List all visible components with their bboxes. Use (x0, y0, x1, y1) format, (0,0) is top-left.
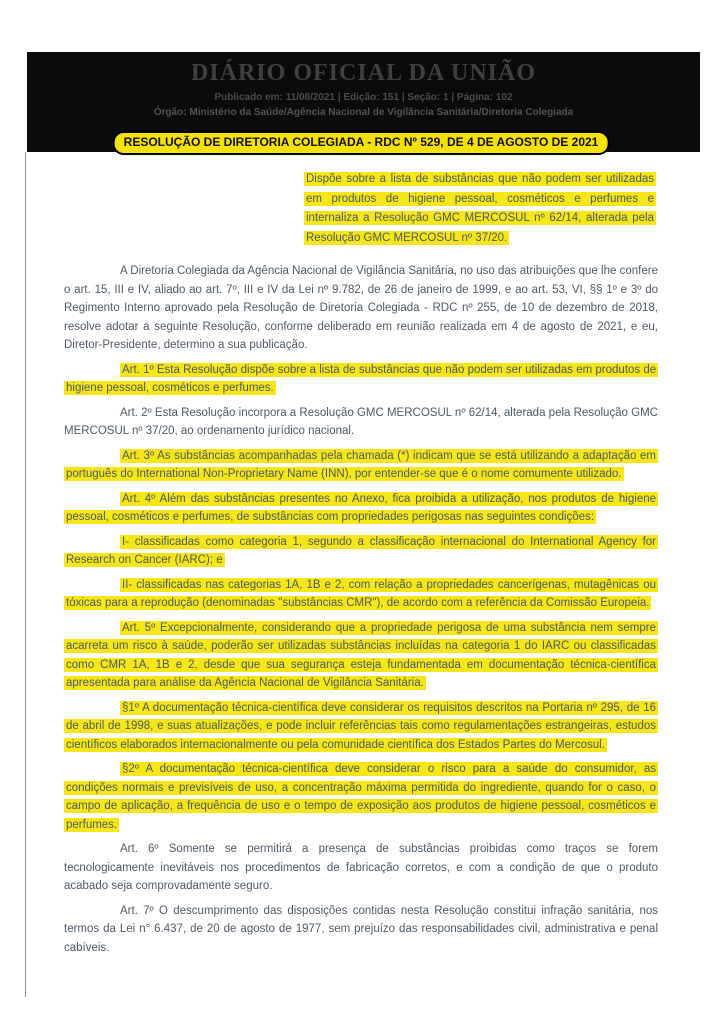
paragraph-text: Art. 7º O descumprimento das disposições contidas nesta Resolução constitui infração sanitária, nos termos da Lei n° 6.437, de 20 de agosto de 1977, sem prejuízo das responsabilidades civil, administrativa e penal cabíveis. (64, 904, 658, 954)
paragraph (64, 619, 658, 693)
paragraph (64, 533, 658, 570)
paragraph-text: A Diretoria Colegiada da Agência Nacional de Vigilância Sanitária, no uso das atribuições que lhe confere o art. 15, III e IV, aliado ao art. 7º, III e IV da Lei nº 9.782, de 26 de janeiro de 1999, e ao art. 53, VI, §§ 1º e 3º do Regimento Interno aprovado pela Resolução de Diretoria Colegiada - RDC nº 255, de 10 de dezembro de 2018, resolve adotar a seguinte Resolução, conforme deliberado em reunião realizada em 4 de agosto de 2021, e eu, Diretor-Presidente, determino a sua publicação. (64, 265, 658, 351)
document-body (64, 262, 658, 957)
document-content (25, 152, 658, 997)
paragraph (64, 840, 658, 896)
paragraph (64, 404, 658, 441)
paragraph-text: I- classificadas como categoria 1, segundo a classificação internacional do International Agency for Research on Cancer (IARC); e (66, 535, 656, 566)
resolution-summary-text: Dispõe sobre a lista de substâncias que não podem ser utilizadas em produtos de higiene pessoal, cosméticos e perfumes e internaliza a Resolução GMC MERCOSUL nº 62/14, alterada pela Resolução GMC MERCOSUL nº 37/20. (306, 173, 654, 244)
paragraph-text: Art. 5º Excepcionalmente, considerando que a propriedade perigosa de uma substância nem sempre acarreta um risco à saúde, poderão ser utilizadas substâncias incluídas na categoria 1 do IARC ou classificadas como CMR 1A, 1B e 2, desde que sua segurança esteja fundamentada em documentação técnica-científica apresentada para análise da Agência Nacional de Vigilância Sanitária. (66, 621, 656, 689)
organ-info: Órgão: Ministério da Saúde/Agência Nacional de Vigilância Sanitária/Diretoria Colegiada (153, 107, 574, 118)
publication-info: Publicado em: 11/08/2021 | Edição: 151 | Seção: 1 | Página: 102 (214, 92, 513, 103)
paragraph (64, 490, 658, 527)
paragraph-text: §2º A documentação técnica-científica deve considerar o risco para a saúde do consumidor, as condições normais e previsíveis de uso, a concentração máxima permitida do ingrediente, quando for o caso, o campo de aplicação, a frequência de uso e o tempo de exposição aos produtos de higiene pessoal, cosméticos e perfumes. (66, 763, 656, 831)
paragraph-text: Art. 6º Somente se permitirá a presença de substâncias proibidas como traços se forem tecnologicamente inevitáveis nos procedimentos de fabricação corretos, e com a condição de que o produto acabado seja comprovadamente seguro. (64, 843, 658, 892)
paragraph (64, 902, 658, 958)
paragraph-text: Art. 4º Além das substâncias presentes no Anexo, fica proibida a utilização, nos produtos de higiene pessoal, cosméticos e perfumes, de substâncias com propriedades perigosas nas seguintes condições: (66, 492, 656, 523)
paragraph-text: II- classificadas nas categorias 1A, 1B e 2, com relação a propriedades cancerígenas, mutagênicas ou tóxicas para a reprodução (denominadas "substâncias CMR"), de acordo com a referência da Comissão Europeia. (66, 578, 656, 609)
paragraph (64, 699, 658, 755)
paragraph (64, 361, 658, 398)
resolution-summary (304, 170, 656, 248)
gazette-title: DIÁRIO OFICIAL DA UNIÃO (190, 60, 537, 86)
paragraph-text: §1º A documentação técnica-científica deve considerar os requisitos descritos na Portaria nº 295, de 16 de abril de 1998, e suas atualizações, e pode incluir referências tais como regulamentações estrangeiras, estudos científicos elaborados internacionalmente ou pela comunidade científica dos Estados Partes do Mercosul. (66, 701, 656, 751)
resolution-title-badge: RESOLUÇÃO DE DIRETORIA COLEGIADA - RDC Nº 529, DE 4 DE AGOSTO DE 2021 (113, 131, 610, 155)
paragraph (64, 576, 658, 613)
paragraph (64, 447, 658, 484)
paragraph-text: Art. 1º Esta Resolução dispõe sobre a lista de substâncias que não podem ser utilizadas em produtos de higiene pessoal, cosméticos e perfumes. (66, 363, 657, 394)
paragraph-text: Art. 2º Esta Resolução incorpora a Resolução GMC MERCOSUL nº 62/14, alterada pela Resolução GMC MERCOSUL nº 37/20, ao ordenamento jurídico nacional. (64, 406, 658, 437)
paragraph (64, 760, 658, 834)
paragraph (64, 262, 658, 355)
paragraph-text: Art. 3º As substâncias acompanhadas pela chamada (*) indicam que se está utilizando a adaptação em português do International Non-Proprietary Name (INN), por entender-se que é o nome comumente utilizado. (66, 449, 656, 480)
